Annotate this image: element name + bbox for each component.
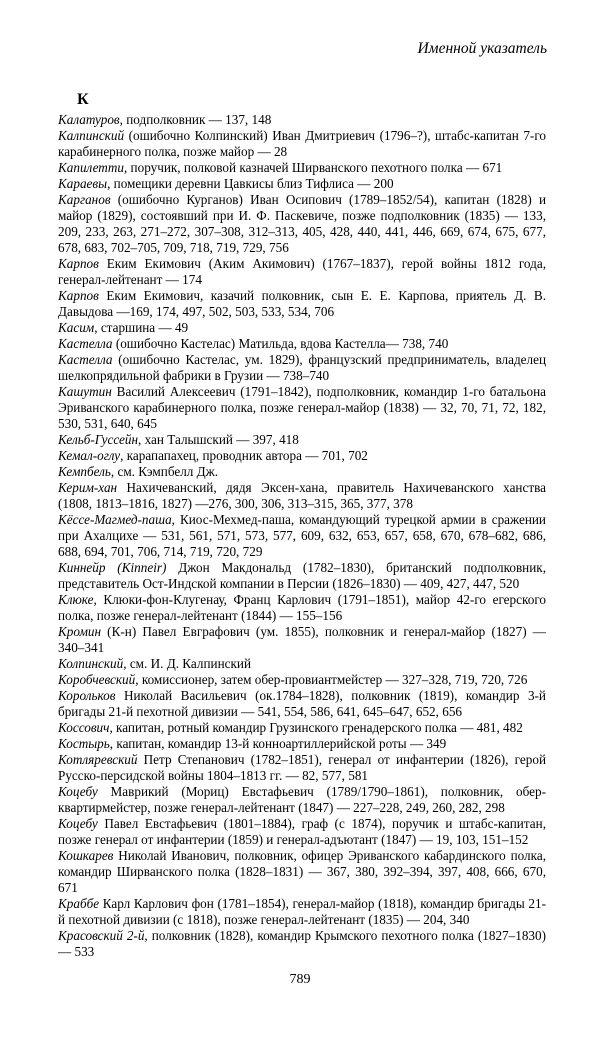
index-entry (58, 256, 546, 288)
entry-name: Коцебу (58, 784, 98, 799)
index-entry (58, 816, 546, 848)
index-entry (58, 656, 546, 672)
index-entry (58, 192, 546, 256)
index-entry (58, 320, 546, 336)
index-entry (58, 480, 546, 512)
entry-name: Коцебу (58, 816, 98, 831)
entry-description: Еким Екимович, казачий полковник, сын Е. Е. Карпова, приятель Д. В. Давыдова —169, 174, 497, 502, 503, 533, 534, 706 (58, 288, 546, 319)
entry-description: (ошибочно Курганов) Иван Осипович (1789–1852/54), капитан (1828) и майор (1829), состоявший при И. Ф. Паскевиче, позже подполковник (1835) — 133, 209, 233, 263, 271–272, 307–308, 312–313, 405, 428, 440, 441, 446, 669, 674, 675, 677, 678, 683, 702–705, 709, 718, 719, 729, 756 (58, 192, 546, 255)
index-entry (58, 128, 546, 160)
entry-name: Калатуров (58, 112, 120, 127)
entry-name: Карпов (58, 288, 99, 303)
entry-description: , капитан, ротный командир Грузинского гренадерского полка — 481, 482 (109, 720, 523, 735)
index-entry (58, 288, 546, 320)
entry-description: , капитан, командир 13-й конноартиллерийской роты — 349 (109, 736, 447, 751)
entry-name: Кастелла (58, 352, 113, 367)
index-entry (58, 160, 546, 176)
entry-description: (ошибочно Колпинский) Иван Дмитриевич (1796–?), штабс-капитан 7-го карабинерного полка, позже майор — 28 (58, 128, 546, 159)
entry-description: , см. Кэмпбелл Дж. (110, 464, 219, 479)
entry-description: , старшина — 49 (94, 320, 189, 335)
entry-description: , карапапахец, проводник автора — 701, 702 (120, 448, 368, 463)
entry-description: Павел Евстафьевич (1801–1884), граф (с 1874), поручик и штабс-капитан, позже генерал от инфантерии (1859) и генерал-адъютант (1847) — 19, 103, 151–152 (58, 816, 546, 847)
entry-name: Кёссе-Магмед-паша (58, 512, 172, 527)
entry-name: Керим-хан (58, 480, 118, 495)
entry-description: Джон Макдональд (1782–1830), британский подполковник, представитель Ост-Индской компании в Персии (1826–1830) — 409, 427, 447, 520 (58, 560, 546, 591)
entry-description: , помещики деревни Цавкисы близ Тифлиса — 200 (107, 176, 394, 191)
index-entry (58, 336, 546, 352)
entry-name: Кошкарев (58, 848, 114, 863)
entry-name: Коробчевский (58, 672, 136, 687)
index-entry (58, 624, 546, 656)
entry-description: (К-н) Павел Евграфович (ум. 1855), полковник и генерал-майор (1827) — 340–341 (58, 624, 546, 655)
entry-name: Карганов (58, 192, 111, 207)
entry-name: Красовский 2-й (58, 928, 145, 943)
index-entry (58, 896, 546, 928)
index-entry (58, 560, 546, 592)
entry-description: , Киос-Мехмед-паша, командующий турецкой армии в сражении при Ахалцихе — 531, 561, 571, 573, 577, 609, 632, 653, 657, 658, 670, 678–682, 686, 688, 694, 701, 706, 714, 719, 720, 729 (58, 512, 546, 559)
entry-name: Коссович (58, 720, 110, 735)
entry-description: , поручик, полковой казначей Ширванского пехотного полка — 671 (123, 160, 503, 175)
entry-name: Киннейр (Kinneir) (58, 560, 167, 575)
entry-description: , полковник (1828), командир Крымского пехотного полка (1827–1830) — 533 (58, 928, 547, 959)
entry-description: , Клюки-фон-Клугенау, Франц Карлович (1791–1851), майор 42-го егерского полка, позже генерал-лейтенант (1844) — 155–156 (58, 592, 546, 623)
entry-name: Клюке (58, 592, 94, 607)
index-entry (58, 736, 546, 752)
index-entry (58, 112, 546, 128)
entry-name: Карпов (58, 256, 99, 271)
entry-name: Калпинский (58, 128, 125, 143)
index-entry (58, 448, 546, 464)
entry-name: Кельб-Гуссейн (58, 432, 139, 447)
entry-name: Колпинский (58, 656, 124, 671)
running-title: Именной указатель (417, 40, 547, 57)
index-entry (58, 384, 546, 432)
index-entry (58, 352, 546, 384)
entry-description: Петр Степанович (1782–1851), генерал от инфантерии (1826), герой Русско-персидской войны 1804–1813 гг. — 82, 577, 581 (58, 752, 546, 783)
index-entry (58, 784, 546, 816)
entry-description: Нахичеванский, дядя Эксен-хана, правитель Нахичеванского ханства (1808, 1813–1816, 1827) —276, 300, 306, 313–315, 365, 377, 378 (58, 480, 546, 511)
entry-description: Карл Карлович фон (1781–1854), генерал-майор (1818), командир бригады 21-й пехотной дивизии (с 1818), позже генерал-лейтенант (1835) — 204, 340 (58, 896, 546, 927)
entry-description: Николай Иванович, полковник, офицер Эриванского кабардинского полка, командир Ширванского полка (1828–1831) — 367, 380, 392–394, 397, 408, 666, 670, 671 (58, 848, 546, 895)
entry-description: , комиссионер, затем обер-провиантмейстер — 327–328, 719, 720, 726 (135, 672, 528, 687)
entry-name: Кемал-оглу (58, 448, 121, 463)
entry-name: Краббе (58, 896, 100, 911)
index-entry (58, 592, 546, 624)
index-entry (58, 720, 546, 736)
entry-name: Кастелла (58, 336, 113, 351)
index-entry (58, 848, 546, 896)
entry-description: , см. И. Д. Калпинский (123, 656, 252, 671)
section-letter-heading: К (77, 91, 89, 108)
index-entry (58, 464, 546, 480)
index-entry (58, 688, 546, 720)
index-entry (58, 672, 546, 688)
entry-name: Касим (58, 320, 95, 335)
entry-description: Маврикий (Мориц) Евстафьевич (1789/1790–1861), полковник, обер-квартирмейстер, позже генерал-лейтенант (1847) — 227–228, 249, 260, 282, 298 (58, 784, 546, 815)
entry-name: Кемпбель (58, 464, 111, 479)
entry-name: Караевы (58, 176, 108, 191)
index-entry (58, 752, 546, 784)
entry-name: Кашутин (58, 384, 112, 399)
page-number: 789 (289, 972, 311, 987)
index-entry-list (58, 112, 546, 960)
entry-description: (ошибочно Кастелас) Матильда, вдова Кастелла— 738, 740 (112, 336, 449, 351)
entry-description: , подполковник — 137, 148 (119, 112, 272, 127)
index-entry (58, 176, 546, 192)
entry-description: Николай Васильевич (ок.1784–1828), полковник (1819), командир 3-й бригады 21-й пехотной дивизии — 541, 554, 586, 641, 645–647, 652, 656 (58, 688, 546, 719)
index-entry (58, 512, 546, 560)
entry-name: Котляревский (58, 752, 138, 767)
entry-description: Еким Екимович (Аким Акимович) (1767–1837), герой войны 1812 года, генерал-лейтенант — 174 (58, 256, 546, 287)
entry-name: Капилетти (58, 160, 124, 175)
entry-description: , хан Талышский — 397, 418 (138, 432, 299, 447)
index-entry (58, 928, 546, 960)
entry-name: Костырь (58, 736, 110, 751)
index-entry (58, 432, 546, 448)
entry-description: Василий Алексеевич (1791–1842), подполковник, командир 1-го батальона Эриванского карабинерного полка, позже генерал-майор (1838) — 32, 70, 71, 72, 182, 530, 531, 640, 645 (58, 384, 546, 431)
entry-name: Кромин (58, 624, 101, 639)
entry-description: (ошибочно Кастелас, ум. 1829), французский предприниматель, владелец шелкопрядильной фабрики в Грузии — 738–740 (58, 352, 546, 383)
entry-name: Корольков (58, 688, 116, 703)
